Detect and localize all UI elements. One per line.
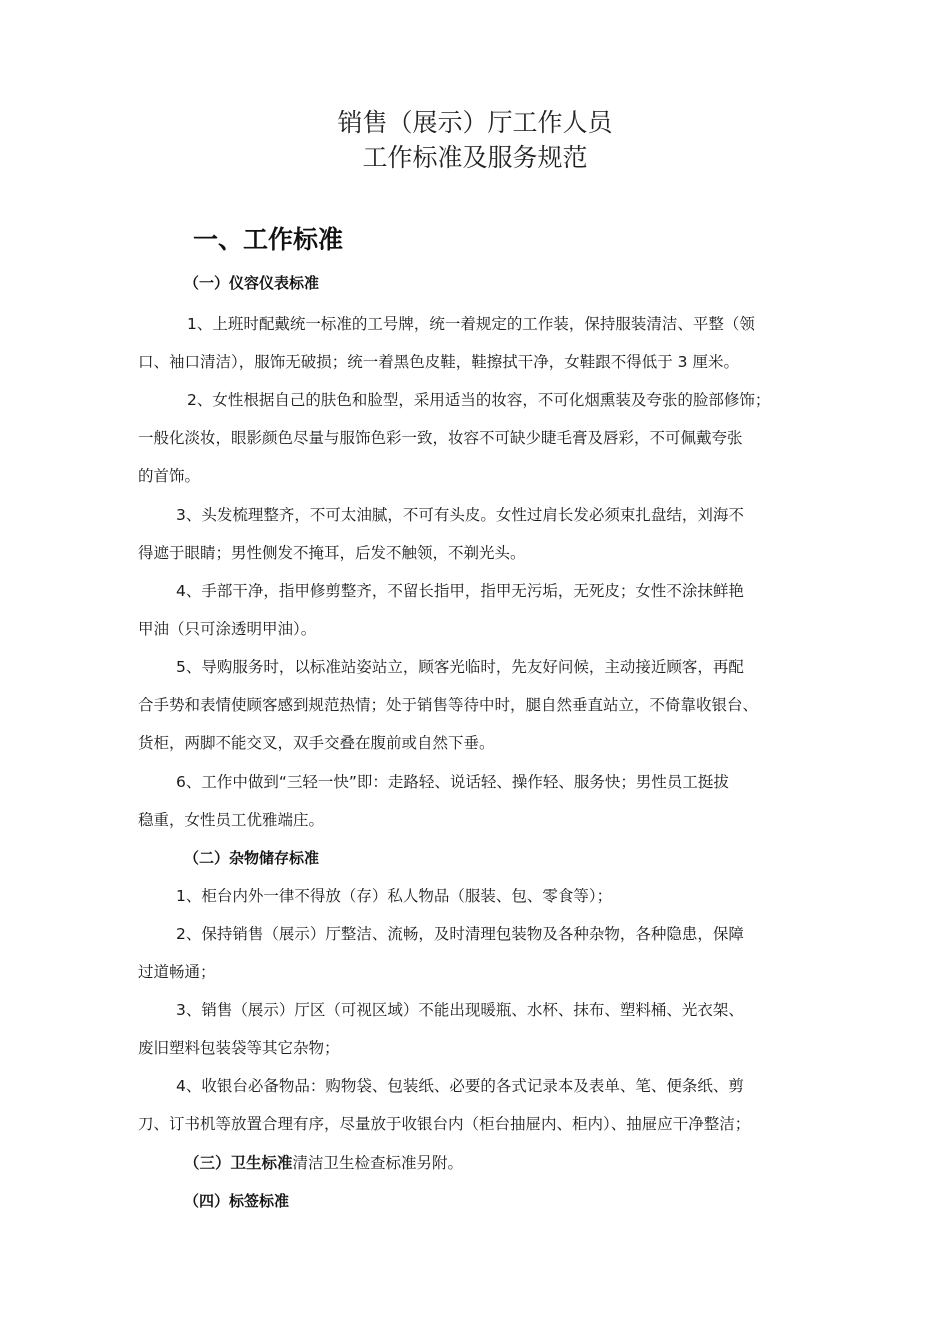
storage-item-2-line-2: 过道畅通；	[138, 963, 216, 981]
subheading-label-standards: （四）标签标准	[184, 1192, 290, 1210]
paragraph-2-line-1: 2、女性根据自己的肤色和脸型，采用适当的妆容，不可化烟熏装及夸张的脸部修饰；	[187, 391, 771, 409]
storage-item-1-line-1: 1、柜台内外一律不得放（存）私人物品（服装、包、零食等）；	[176, 887, 613, 905]
paragraph-2-line-3: 的首饰。	[138, 467, 201, 485]
hygiene-standards-label: （三）卫生标准	[184, 1154, 293, 1172]
paragraph-4-line-2: 甲油（只可涂透明甲油）。	[138, 620, 317, 638]
storage-item-4-line-2: 刀、订书机等放置合理有序，尽量放于收银台内（柜台抽屉内、柜内）、抽屉应干净整洁；	[138, 1115, 751, 1133]
paragraph-1-line-2: 口、袖口清洁），服饰无破损；统一着黑色皮鞋，鞋擦拭干净，女鞋跟不得低于 3 厘米。	[138, 353, 739, 371]
paragraph-3-line-2: 得遮于眼睛；男性侧发不掩耳，后发不触领，不剃光头。	[138, 544, 526, 562]
hygiene-standards-text: 清洁卫生检查标准另附。	[292, 1154, 464, 1172]
section-heading-work-standards: 一、工作标准	[193, 225, 344, 254]
subheading-hygiene-standards	[184, 1152, 463, 1174]
paragraph-5-line-2: 合手势和表情使顾客感到规范热情；处于销售等待中时，腿自然垂直站立，不倚靠收银台、	[138, 696, 759, 714]
storage-item-3-line-2: 废旧塑料包装袋等其它杂物；	[138, 1039, 340, 1057]
paragraph-2-line-2: 一般化淡妆，眼影颜色尽量与服饰色彩一致，妆容不可缺少睫毛膏及唇彩，不可佩戴夸张	[138, 429, 743, 447]
storage-item-2-line-1: 2、保持销售（展示）厅整洁、流畅，及时清理包装物及各种杂物，各种隐患，保障	[176, 925, 744, 943]
paragraph-6-line-1: 6、工作中做到“三轻一快”即：走路轻、说话轻、操作轻、服务快；男性员工挺拔	[176, 773, 729, 791]
paragraph-3-line-1: 3、头发梳理整齐，不可太油腻，不可有头皮。女性过肩长发必须束扎盘结，刘海不	[176, 506, 744, 524]
paragraph-6-line-2: 稳重，女性员工优雅端庄。	[138, 811, 325, 829]
storage-item-3-line-1: 3、销售（展示）厅区（可视区域）不能出现暖瓶、水杯、抹布、塑料桶、光衣架、	[176, 1001, 744, 1019]
document-title-line2: 工作标准及服务规范	[362, 143, 588, 172]
subheading-appearance-standards: （一）仪容仪表标准	[184, 274, 320, 292]
subheading-storage-standards: （二）杂物储存标准	[184, 849, 320, 867]
paragraph-5-line-3: 货柜，两脚不能交叉，双手交叠在腹前或自然下垂。	[138, 734, 495, 752]
paragraph-4-line-1: 4、手部干净，指甲修剪整齐，不留长指甲，指甲无污垢，无死皮；女性不涂抹鲜艳	[176, 582, 744, 600]
paragraph-5-line-1: 5、导购服务时，以标准站姿站立，顾客光临时，先友好问候，主动接近顾客，再配	[176, 658, 744, 676]
storage-item-4-line-1: 4、收银台必备物品：购物袋、包装纸、必要的各式记录本及表单、笔、便条纸、剪	[176, 1077, 744, 1095]
document-title-line1: 销售（展示）厅工作人员	[337, 108, 613, 137]
paragraph-1-line-1: 1、上班时配戴统一标准的工号牌，统一着规定的工作装，保持服装清洁、平整（领	[187, 315, 755, 333]
